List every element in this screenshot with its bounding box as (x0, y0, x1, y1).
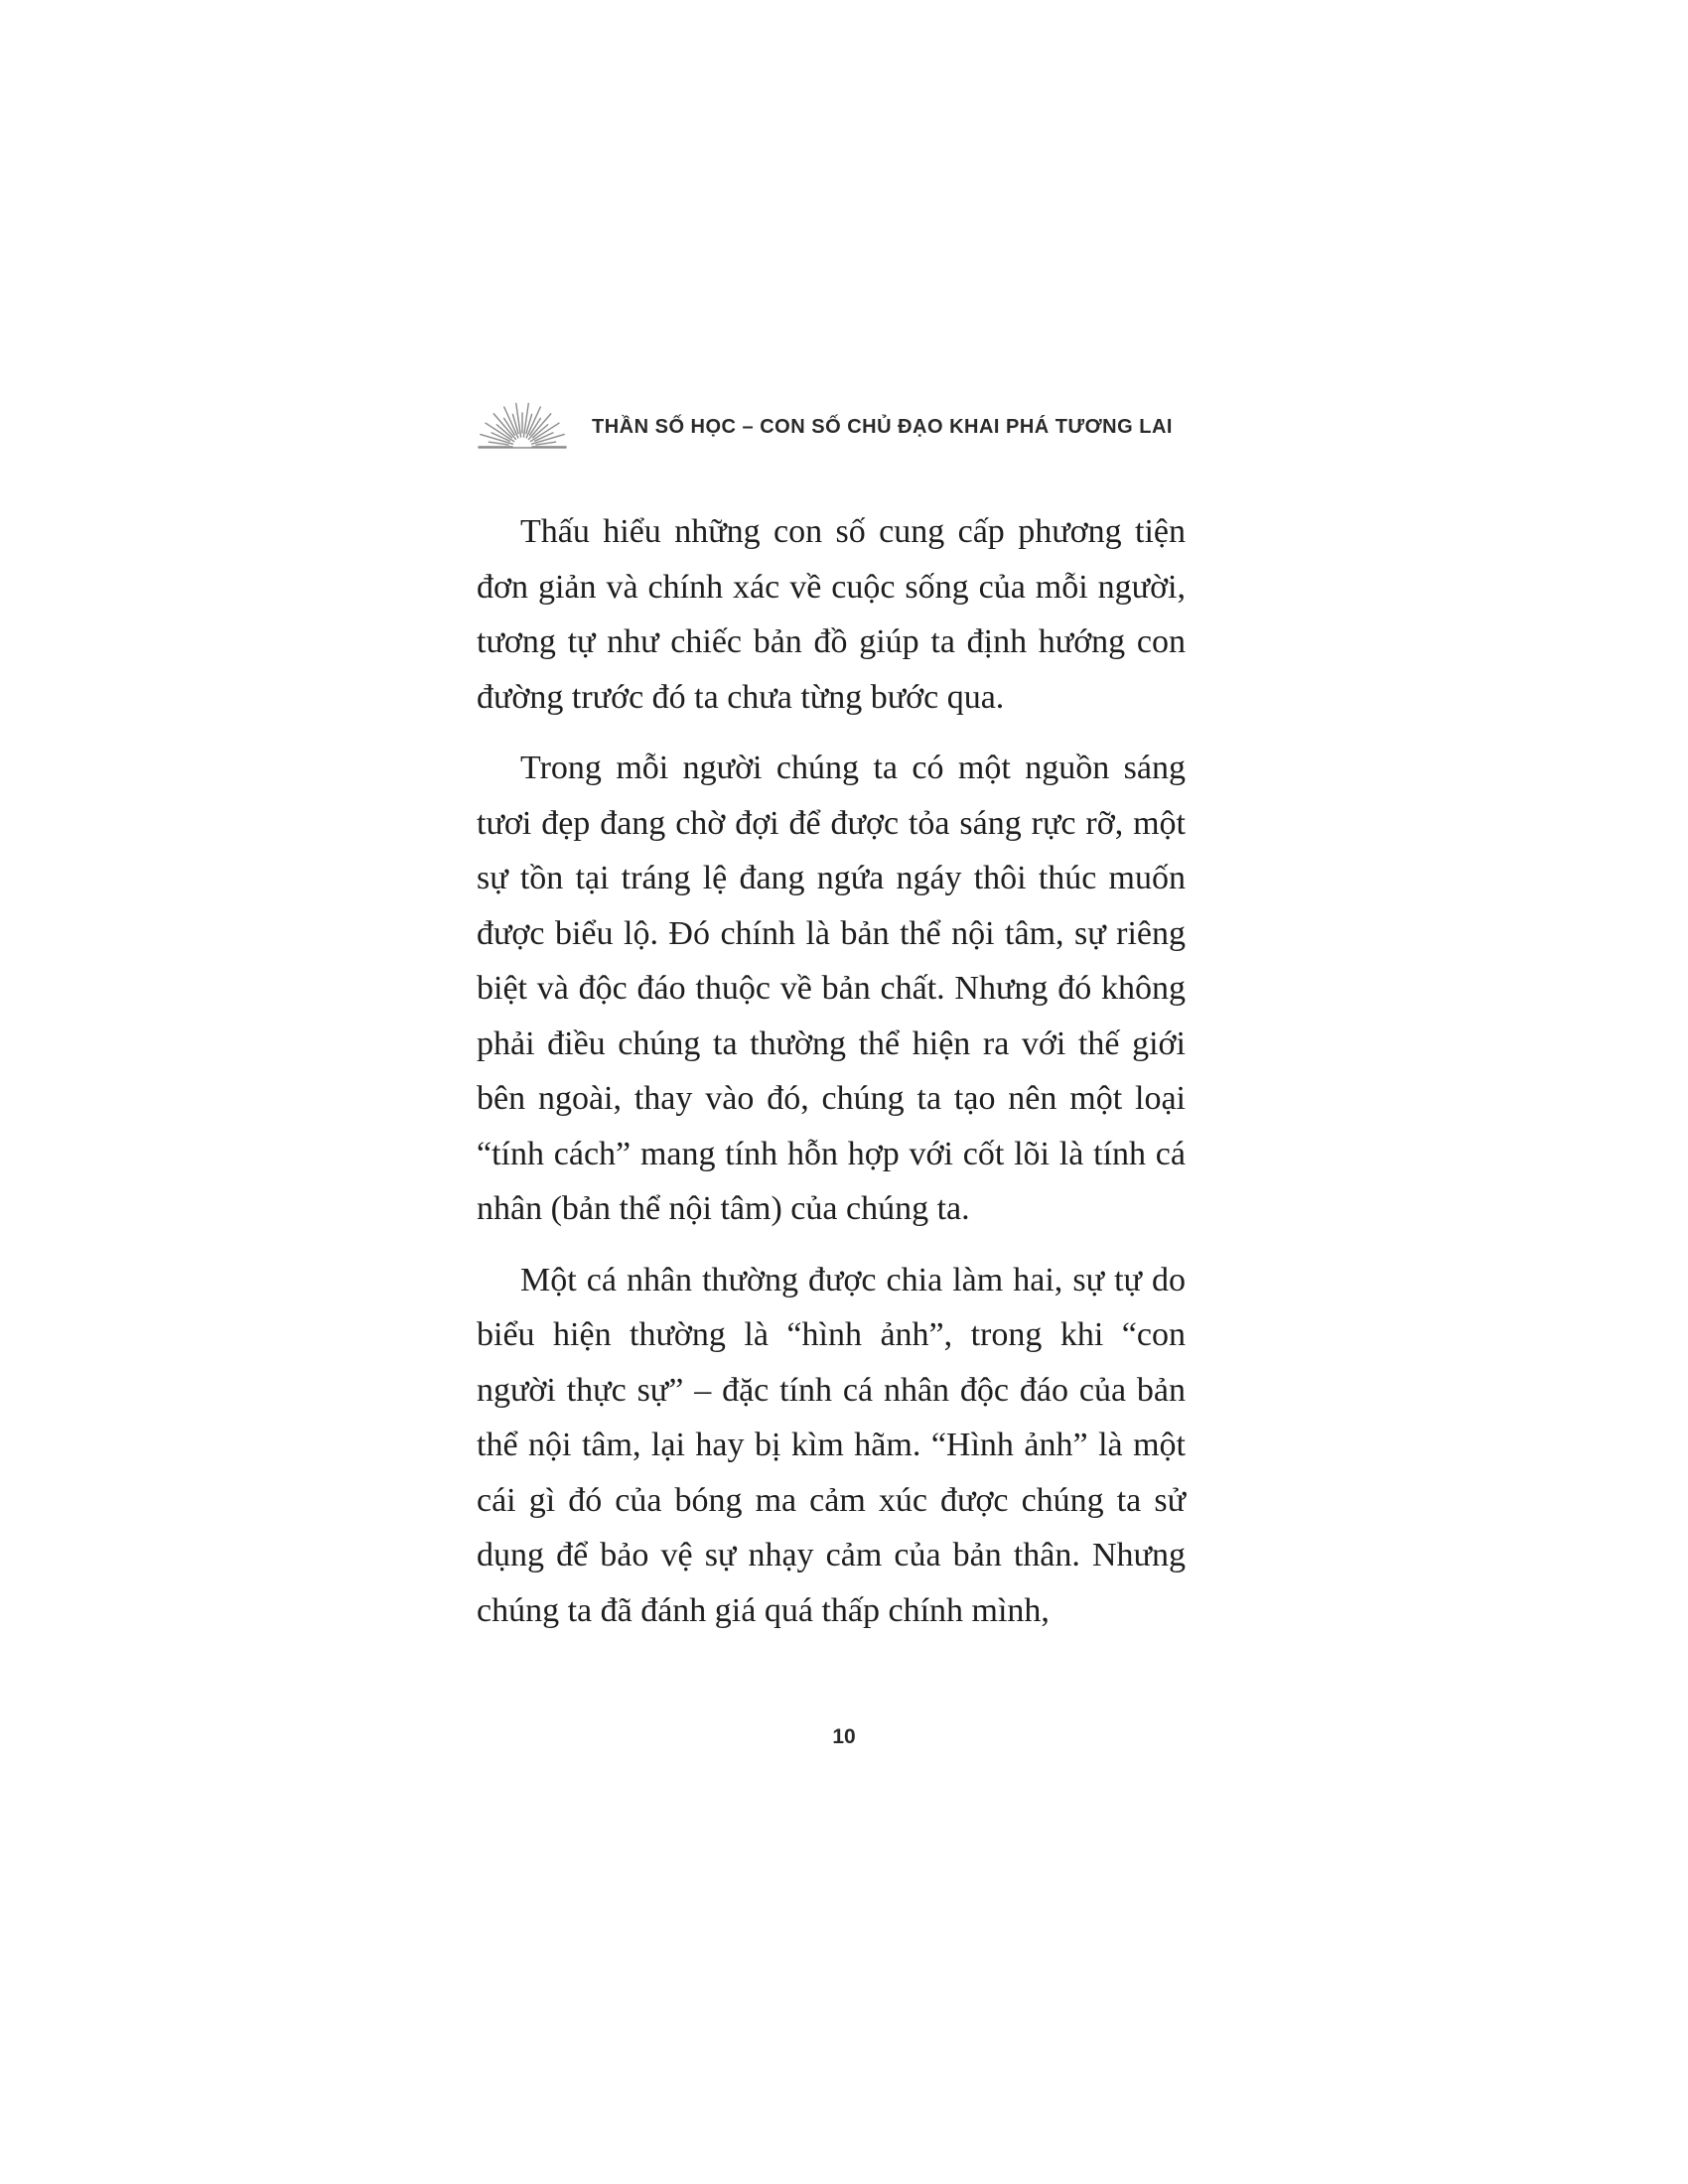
paragraph-2: Trong mỗi người chúng ta có một nguồn sáng tươi đẹp đang chờ đợi để được tỏa sáng rực rỡ, một sự tồn tại tráng lệ đang ngứa ngáy thôi thúc muốn được biểu lộ. Đó chính là bản thể nội tâm, sự riêng biệt và độc đáo thuộc về bản chất. Nhưng đó không phải điều chúng ta thường thể hiện ra với thế giới bên ngoài, thay vào đó, chúng ta tạo nên một loại “tính cách” mang tính hỗn hợp với cốt lõi là tính cá nhân (bản thể nội tâm) của chúng ta. (477, 750, 1186, 1227)
body-text (477, 504, 1186, 1654)
sunburst-icon (477, 401, 568, 453)
running-header-title: THẦN SỐ HỌC – CON SỐ CHỦ ĐẠO KHAI PHÁ TƯƠNG LAI (592, 415, 1173, 438)
paragraph-1: Thấu hiểu những con số cung cấp phương tiện đơn giản và chính xác về cuộc sống của mỗi người, tương tự như chiếc bản đồ giúp ta định hướng con đường trước đó ta chưa từng bước qua. (477, 513, 1186, 716)
running-header (477, 397, 1231, 457)
page-number: 10 (832, 1725, 856, 1748)
paragraph-3: Một cá nhân thường được chia làm hai, sự tự do biểu hiện thường là “hình ảnh”, trong khi “con người thực sự” – đặc tính cá nhân độc đáo của bản thể nội tâm, lại hay bị kìm hãm. “Hình ảnh” là một cái gì đó của bóng ma cảm xúc được chúng ta sử dụng để bảo vệ sự nhạy cảm của bản thân. Nhưng chúng ta đã đánh giá quá thấp chính mình, (477, 1261, 1186, 1629)
